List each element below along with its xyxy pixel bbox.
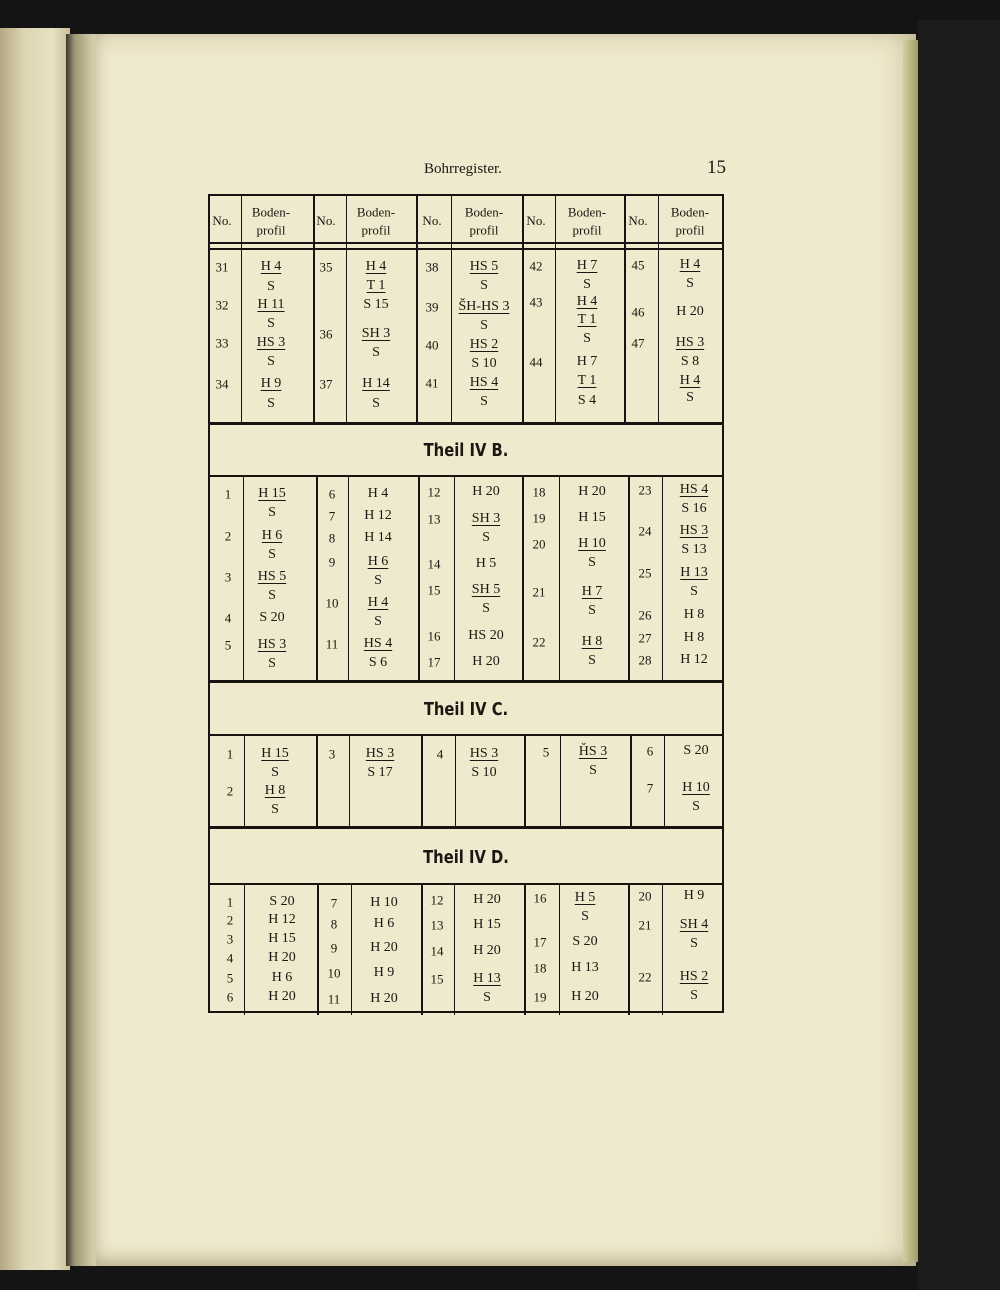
bore-number: 26 [638,607,652,623]
bore-number: 4 [226,950,234,966]
column-header-no: No. [526,213,546,229]
bore-number: 32 [215,297,229,313]
soil-profile: H 12 [680,652,708,667]
bore-number: 7 [328,508,336,524]
bore-number: 12 [427,484,441,500]
soil-profile: ȞS 3 [578,744,608,759]
soil-profile: H 8 [264,783,286,798]
soil-profile: SH 3 [361,326,391,341]
soil-profile: H 15 [473,917,501,932]
bore-number: 18 [533,960,547,976]
column-header-no: No. [316,213,336,229]
soil-profile: H 8 [683,630,705,645]
soil-profile: HS 2 [469,337,499,352]
soil-profile: S [372,396,380,411]
bore-number: 14 [427,556,441,572]
soil-profile: H 20 [268,950,296,965]
bore-number: 11 [325,636,339,652]
soil-profile: S 15 [363,297,389,312]
soil-profile: HS 5 [469,259,499,274]
soil-profile: H 6 [261,528,283,543]
bore-number: 27 [638,630,652,646]
bore-number: 40 [425,337,439,353]
soil-profile: S 4 [577,393,597,408]
bore-number: 9 [330,940,338,956]
bore-number: 8 [330,916,338,932]
soil-profile: S [268,505,276,520]
bore-number: 9 [328,554,336,570]
soil-profile: H 6 [271,970,293,985]
soil-profile: H 20 [370,940,398,955]
bohrregister-table [208,194,724,1013]
soil-profile: H 8 [683,607,705,622]
bore-number: 17 [427,654,441,670]
soil-profile: S [480,278,488,293]
soil-profile: S [480,394,488,409]
bore-number: 7 [646,780,654,796]
soil-profile: S [690,584,698,599]
soil-profile: S [374,573,382,588]
soil-profile: H 20 [472,654,500,669]
soil-profile: HS 3 [675,335,705,350]
soil-profile: H 10 [578,536,606,551]
bore-number: 24 [638,523,652,539]
bore-number: 42 [529,258,543,274]
soil-profile: S [686,276,694,291]
soil-profile: SH 5 [471,582,501,597]
bore-number: 13 [430,917,444,933]
bore-number: 14 [430,943,444,959]
soil-profile: ŠH-HS 3 [458,299,510,314]
soil-profile: S 10 [471,765,497,780]
soil-profile: HS 5 [257,569,287,584]
soil-profile: H 20 [370,991,398,1006]
soil-profile: H 14 [362,376,390,391]
bore-number: 43 [529,294,543,310]
running-header [210,157,730,187]
bore-number: 38 [425,259,439,275]
soil-profile: S [589,763,597,778]
soil-profile: H 8 [581,634,603,649]
bore-number: 3 [226,931,234,947]
bore-number: 5 [226,970,234,986]
bore-number: 17 [533,934,547,950]
soil-profile: H 4 [679,373,701,388]
soil-profile: HS 3 [256,335,286,350]
soil-profile: S [268,588,276,603]
soil-profile: S [690,988,698,1003]
bore-number: 44 [529,354,543,370]
column-header-bodenprofil: Boden- profil [567,204,607,237]
soil-profile: H 15 [268,931,296,946]
bore-number: 6 [646,743,654,759]
bore-number: 18 [532,484,546,500]
soil-profile: S 17 [367,765,393,780]
bore-number: 33 [215,335,229,351]
bore-number: 15 [427,582,441,598]
bore-number: 35 [319,259,333,275]
bore-number: 13 [427,511,441,527]
bore-number: 23 [638,482,652,498]
soil-profile: H 9 [683,888,705,903]
bore-number: 36 [319,326,333,342]
soil-profile: H 20 [473,892,501,907]
page-number: 15 [707,157,726,178]
soil-profile: H 6 [373,916,395,931]
column-header-no: No. [422,213,442,229]
soil-profile: HS 20 [468,628,504,643]
soil-profile: H 10 [370,895,398,910]
soil-profile: H 20 [676,304,704,319]
soil-profile: H 4 [576,294,598,309]
bore-number: 2 [224,528,232,544]
bore-number: 31 [215,259,229,275]
bore-number: 15 [430,971,444,987]
soil-profile: S [588,653,596,668]
soil-profile: T 1 [577,312,597,327]
soil-profile: SH 4 [679,917,709,932]
bore-number: 21 [532,584,546,600]
soil-profile: H 9 [260,376,282,391]
soil-profile: H 20 [473,943,501,958]
soil-profile: S [374,614,382,629]
soil-profile: SH 3 [471,511,501,526]
soil-profile: S [268,656,276,671]
soil-profile: S [588,603,596,618]
bore-number: 3 [224,569,232,585]
soil-profile: S 6 [368,655,388,670]
column-header-bodenprofil: Boden- profil [356,204,396,237]
soil-profile: HS 3 [469,746,499,761]
bore-number: 16 [427,628,441,644]
soil-profile: S [482,530,490,545]
bore-number: 19 [533,989,547,1005]
soil-profile: H 20 [472,484,500,499]
bore-number: 5 [542,744,550,760]
soil-profile: S [271,765,279,780]
bore-number: 28 [638,652,652,668]
soil-profile: H 20 [578,484,606,499]
bore-number: 22 [532,634,546,650]
soil-profile: S 13 [681,542,707,557]
soil-profile: S [483,990,491,1005]
soil-profile: S [482,601,490,616]
column-header-bodenprofil: Boden- profil [464,204,504,237]
soil-profile: HS 3 [257,637,287,652]
bore-number: 8 [328,530,336,546]
soil-profile: S 20 [683,743,709,758]
soil-profile: S [267,396,275,411]
bore-number: 34 [215,376,229,392]
bore-number: 12 [430,892,444,908]
soil-profile: H 15 [258,486,286,501]
soil-profile: HS 3 [679,523,709,538]
bore-number: 1 [224,486,232,502]
soil-profile: S 16 [681,501,707,516]
soil-profile: H 5 [475,556,497,571]
soil-profile: S 20 [259,610,285,625]
bore-number: 7 [330,895,338,911]
bore-number: 37 [319,376,333,392]
column-header-bodenprofil: Boden- profil [251,204,291,237]
bore-number: 11 [327,991,341,1007]
soil-profile: S [692,799,700,814]
section-title-theil-iv-b: Theil IV B. [423,440,509,461]
bore-number: 2 [226,783,234,799]
section-title-theil-iv-c: Theil IV C. [423,699,509,720]
bore-number: 1 [226,894,234,910]
bore-number: 41 [425,375,439,391]
bore-number: 21 [638,917,652,933]
section-title-theil-iv-d: Theil IV D. [423,847,509,868]
soil-profile: H 7 [576,354,598,369]
soil-profile: H 11 [257,297,285,312]
soil-profile: HS 3 [365,746,395,761]
bore-number: 45 [631,257,645,273]
soil-profile: H 5 [574,890,596,905]
column-header-no: No. [628,213,648,229]
soil-profile: H 12 [364,508,392,523]
bore-number: 16 [533,890,547,906]
soil-profile: HS 4 [679,482,709,497]
soil-profile: H 13 [473,971,501,986]
soil-profile: S [271,802,279,817]
soil-profile: H 15 [261,746,289,761]
soil-profile: H 4 [365,259,387,274]
soil-profile: H 13 [571,960,599,975]
bore-number: 39 [425,299,439,315]
bore-number: 10 [325,595,339,611]
soil-profile: HS 4 [469,375,499,390]
left-page-edge [0,28,70,1270]
bore-number: 20 [532,536,546,552]
soil-profile: HS 4 [363,636,393,651]
book-binding [918,20,1000,1290]
soil-profile: H 10 [682,780,710,795]
soil-profile: H 7 [576,258,598,273]
soil-profile: S [583,331,591,346]
running-title: Bohrregister. [424,161,502,177]
soil-profile: S [267,316,275,331]
soil-profile: S [583,277,591,292]
soil-profile: S [686,390,694,405]
bore-number: 1 [226,746,234,762]
soil-profile: HS 2 [679,969,709,984]
soil-profile: S [588,555,596,570]
soil-profile: H 20 [268,989,296,1004]
soil-profile: S 20 [269,894,295,909]
bore-number: 20 [638,888,652,904]
soil-profile: H 20 [571,989,599,1004]
soil-profile: H 12 [268,912,296,927]
soil-profile: S [690,936,698,951]
soil-profile: S [581,909,589,924]
soil-profile: S [267,279,275,294]
bore-number: 4 [436,746,444,762]
soil-profile: H 4 [260,259,282,274]
soil-profile: H 7 [581,584,603,599]
soil-profile: H 9 [373,965,395,980]
soil-profile: H 6 [367,554,389,569]
soil-profile: H 14 [364,530,392,545]
soil-profile: S [267,354,275,369]
column-header-bodenprofil: Boden- profil [670,204,710,237]
soil-profile: T 1 [366,278,386,293]
soil-profile: S [268,547,276,562]
column-header-no: No. [212,213,232,229]
bore-number: 10 [327,965,341,981]
soil-profile: H 4 [367,486,389,501]
bore-number: 4 [224,610,232,626]
soil-profile: S [480,318,488,333]
bore-number: 25 [638,565,652,581]
soil-profile: S 10 [471,356,497,371]
soil-profile: T 1 [577,373,597,388]
soil-profile: S 8 [680,354,700,369]
soil-profile: H 4 [679,257,701,272]
bore-number: 22 [638,969,652,985]
bore-number: 19 [532,510,546,526]
bore-number: 6 [328,486,336,502]
bore-number: 5 [224,637,232,653]
soil-profile: S [372,345,380,360]
bore-number: 46 [631,304,645,320]
soil-profile: H 15 [578,510,606,525]
bore-number: 47 [631,335,645,351]
bore-number: 2 [226,912,234,928]
bore-number: 6 [226,989,234,1005]
soil-profile: S 20 [572,934,598,949]
soil-profile: H 4 [367,595,389,610]
soil-profile: H 13 [680,565,708,580]
bore-number: 3 [328,746,336,762]
